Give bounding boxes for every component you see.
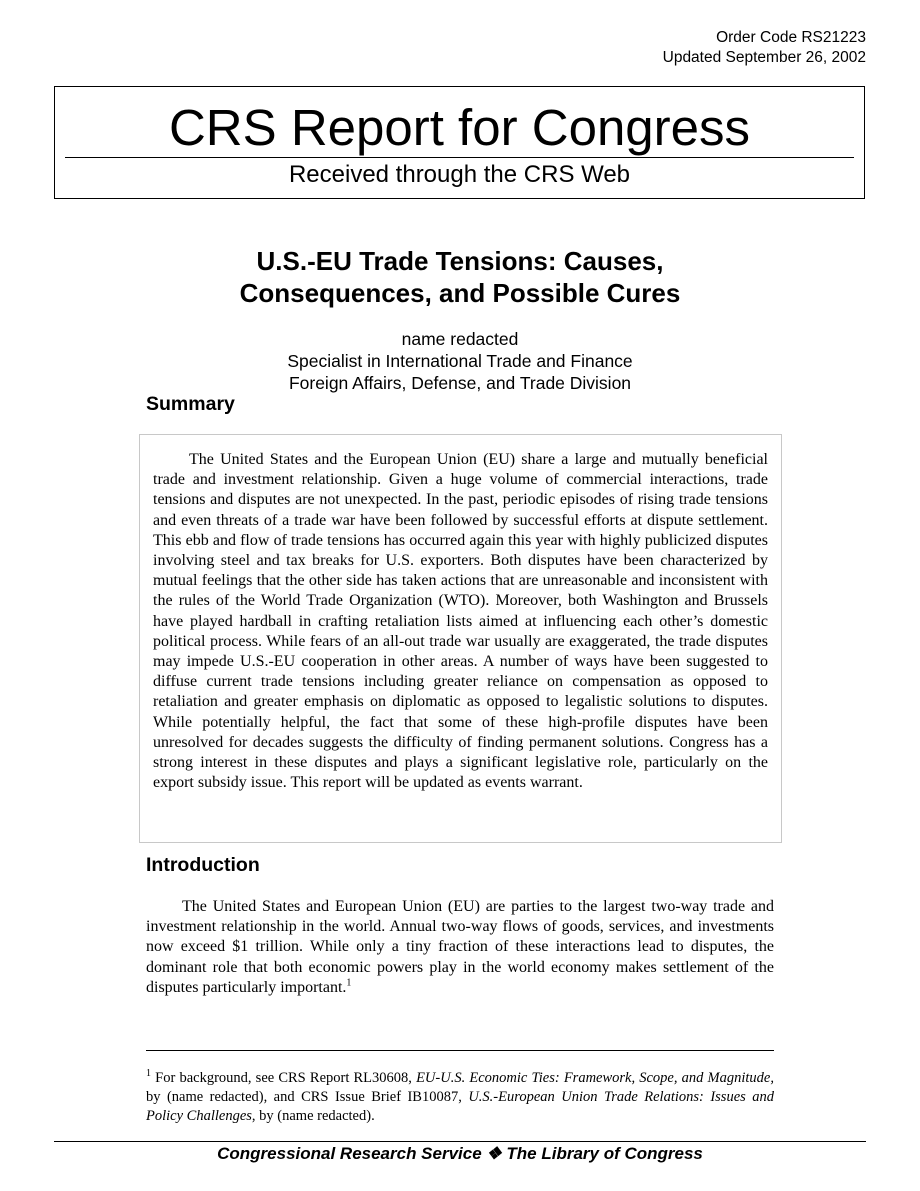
- footnote-marker: 1: [146, 1068, 151, 1080]
- footer-library: The Library of Congress: [506, 1144, 703, 1163]
- introduction-heading: Introduction: [146, 854, 260, 876]
- author-name: name redacted: [401, 329, 519, 349]
- masthead-rule: [65, 157, 854, 158]
- footnote-text-a: For background, see CRS Report RL30608,: [155, 1070, 417, 1086]
- report-title: [0, 245, 920, 309]
- footnote-text-b: by (name redacted), and CRS Issue Brief IB10087,: [146, 1089, 469, 1105]
- report-title-line-2: Consequences, and Possible Cures: [239, 278, 681, 308]
- author-division: Foreign Affairs, Defense, and Trade Division: [288, 373, 632, 393]
- footnote: [146, 1069, 774, 1126]
- page-footer: [0, 1143, 920, 1165]
- footnote-rule: [146, 1050, 774, 1051]
- footer-rule: [54, 1141, 866, 1142]
- masthead-title: CRS Report for Congress: [168, 99, 751, 156]
- summary-heading: Summary: [146, 393, 235, 415]
- footnote-italic-a: EU-U.S. Economic Ties: Framework, Scope, and Magnitude,: [416, 1070, 774, 1086]
- order-code-block: [663, 28, 866, 68]
- footer-crs: Congressional Research Service: [217, 1144, 482, 1163]
- author-block: [0, 328, 920, 394]
- summary-box: [139, 434, 782, 843]
- footnote-text-c: , by (name redacted).: [251, 1108, 375, 1124]
- footnote-italic-b: U.S.-European Union Trade Relations: Issues and Policy Challenges: [146, 1089, 774, 1124]
- summary-text: The United States and the European Union (EU) share a large and mutually beneficial trade and investment relationship. Given a huge volume of commercial interactions, trade tensions and disputes are not unexpected. In the past, periodic episodes of rising trade tensions and even threats of a trade war have been followed by successful efforts at dispute settlement. This ebb and flow of trade tensions has occurred again this year with highly publicized disputes involving steel and tax breaks for U.S. exporters. Both disputes have been characterized by mutual feelings that the other side has taken actions that are unreasonable and inconsistent with the rules of the World Trade Organization (WTO). Moreover, both Washington and Brussels have played hardball in crafting retaliation lists aimed at influencing each other’s domestic political process. While fears of an all-out trade war usually are exaggerated, the trade disputes may impede U.S.-EU cooperation in other areas. A number of ways have been suggested to diffuse current trade tensions including greater reliance on compensation as opposed to retaliation and greater emphasis on diplomatic as opposed to legalistic solutions to disputes. While potentially helpful, the fact that some of these high-profile disputes have been unresolved for decades suggests the difficulty of finding permanent solutions. Congress has a strong interest in these disputes and plays a significant legislative role, particularly on the export subsidy issue. This report will be updated as events warrant.: [153, 451, 768, 792]
- footnote-reference[interactable]: 1: [346, 977, 352, 989]
- author-title: Specialist in International Trade and Finance: [287, 351, 633, 371]
- introduction-text: The United States and European Union (EU) are parties to the largest two-way trade and investment relationship in the world. Annual two-way flows of goods, services, and investments now exceed $1 trillion. While only a tiny fraction of these interactions lead to disputes, the dominant role that both economic powers play in the world economy makes settlement of the disputes particularly important.: [146, 898, 774, 996]
- masthead: [54, 86, 865, 199]
- masthead-subtitle: Received through the CRS Web: [288, 161, 631, 188]
- introduction-paragraph: [146, 897, 774, 998]
- diamond-separator-icon: ❖: [486, 1144, 502, 1163]
- report-title-line-1: U.S.-EU Trade Tensions: Causes,: [256, 246, 664, 276]
- updated-date: Updated September 26, 2002: [662, 49, 866, 66]
- order-code: Order Code RS21223: [716, 29, 866, 46]
